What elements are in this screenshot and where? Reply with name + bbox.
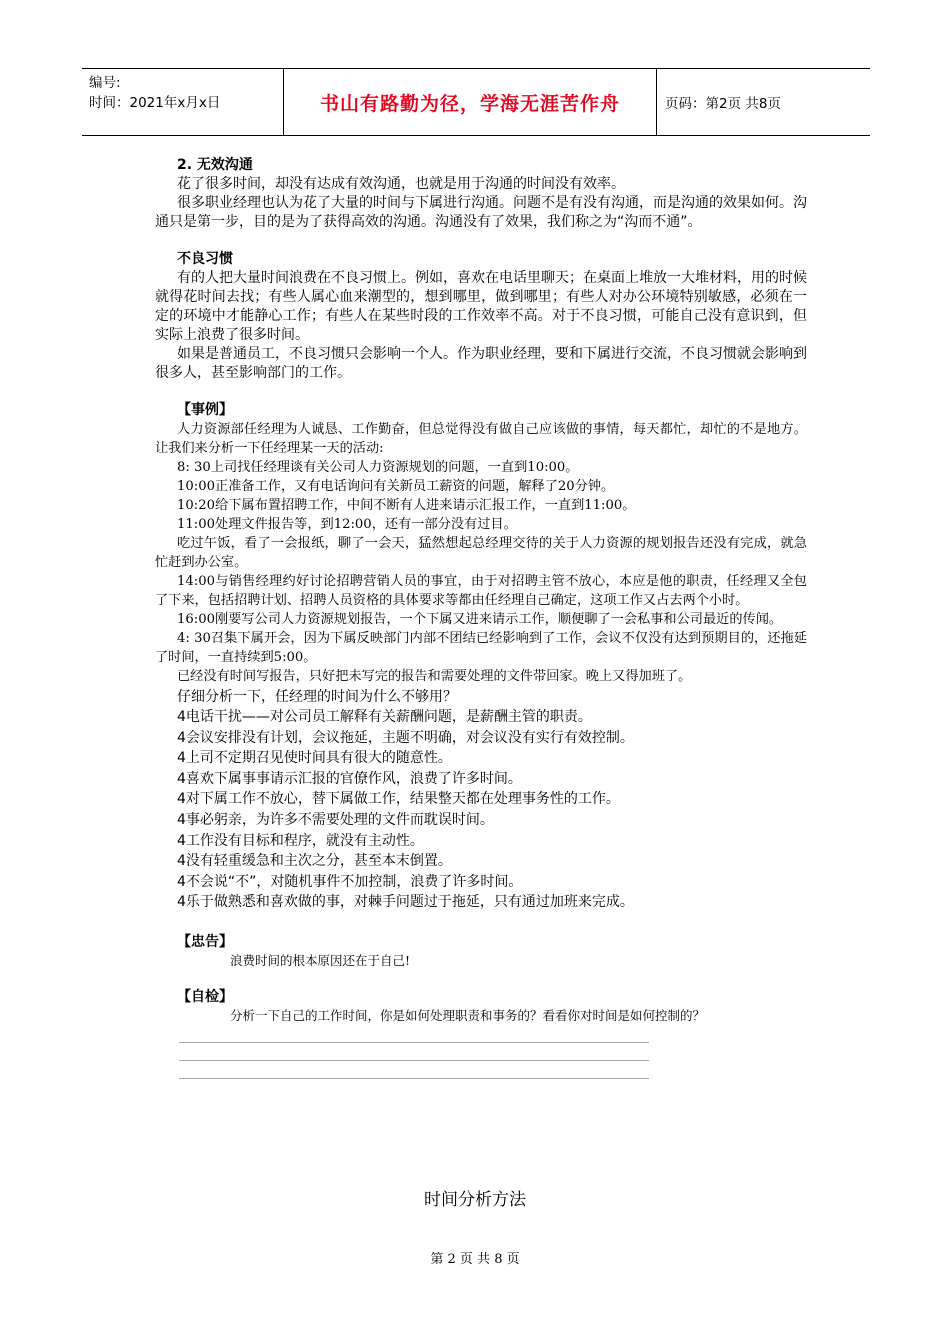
- advice-text: 浪费时间的根本原因还在于自己!: [230, 952, 411, 968]
- list-item: 4工作没有目标和程序，就没有主动性。: [177, 832, 424, 849]
- header-meta: [82, 69, 284, 135]
- header-page-label: 页码：第2页 共8页: [665, 96, 781, 112]
- paragraph: 花了很多时间，却没有达成有效沟通，也就是用于沟通的时间没有效率。: [177, 176, 625, 192]
- list-item: 4没有轻重缓急和主次之分，甚至本末倒置。: [177, 853, 452, 870]
- list-item: 4乐于做熟悉和喜欢做的事，对棘手问题过于拖延，只有通过加班来完成。: [177, 894, 634, 911]
- case-title: 【事例】: [177, 402, 233, 418]
- document-body: [155, 156, 807, 1079]
- list-item: 4不会说“不”，对随机事件不加控制，浪费了许多时间。: [177, 873, 523, 890]
- advice-title: 【忠告】: [177, 933, 233, 950]
- analysis-intro: 仔细分析一下，任经理的时间为什么不够用？: [177, 689, 457, 705]
- answer-line: [179, 1078, 649, 1079]
- case-paragraph: 10:20给下属布置招聘工作，中间不断有人进来请示汇报工作，一直到11:00。: [177, 498, 636, 513]
- paragraph: 有的人把大量时间浪费在不良习惯上。例如，喜欢在电话里聊天；在桌面上堆放一大堆材料，用的时候就得花时间去找；有些人属心血来潮型的，想到哪里，做到哪里；有些人对办公环境特别敏感，必须在一定的环境中才能静心工作；有些人在某些时段的工作效率不高。对于不良习惯，可能自己没有意识到，但实际上浪费了很多时间。: [155, 270, 807, 343]
- paragraph: 如果是普通员工，不良习惯只会影响一个人。作为职业经理，要和下属进行交流，不良习惯就会影响到很多人，甚至影响部门的工作。: [155, 346, 807, 381]
- list-item: 4上司不定期召见使时间具有很大的随意性。: [177, 750, 452, 767]
- case-paragraph: 吃过午饭，看了一会报纸，聊了一会天，猛然想起总经理交待的关于人力资源的规划报告还没有完成，就急忙赶到办公室。: [155, 536, 807, 570]
- list-item: 4对下属工作不放心，替下属做工作，结果整天都在处理事务性的工作。: [177, 791, 620, 808]
- case-paragraph: 14:00与销售经理约好讨论招聘营销人员的事宜，由于对招聘主管不放心，本应是他的职责，任经理又全包了下来，包括招聘计划、招聘人员资格的具体要求等都由任经理自己确定，这项工作又占去两个小时。: [155, 574, 807, 608]
- list-item: 4喜欢下属事事请示汇报的官僚作风，浪费了许多时间。: [177, 770, 522, 787]
- date-label: 时间：2021年x月x日: [89, 95, 221, 111]
- page-header: [82, 68, 870, 136]
- case-paragraph: 10:00正准备工作，又有电话询问有关新员工薪资的问题，解释了20分钟。: [177, 479, 615, 494]
- paragraph: 很多职业经理也认为花了大量的时间与下属进行沟通。问题不是有没有沟通，而是沟通的效果如何。沟通只是第一步，目的是为了获得高效的沟通。沟通没有了效果，我们称之为“沟而不通”。: [155, 195, 807, 230]
- case-paragraph: 已经没有时间写报告，只好把未写完的报告和需要处理的文件带回家。晚上又得加班了。: [177, 669, 692, 684]
- number-label: 编号:: [89, 75, 121, 91]
- header-motto: 书山有路勤为径，学海无涯苦作舟: [284, 69, 657, 135]
- section-title-habits: 不良习惯: [177, 251, 233, 267]
- selfcheck-text: 分析一下自己的工作时间，你是如何处理职责和事务的？看看你对时间是如何控制的？: [230, 1007, 706, 1023]
- next-section-title: 时间分析方法: [424, 1190, 526, 1210]
- case-paragraph: 11:00处理文件报告等，到12:00，还有一部分没有过目。: [177, 517, 517, 532]
- section-title-ineffective: 2. 无效沟通: [177, 157, 253, 173]
- page-number: 第 2 页 共 8 页: [430, 1252, 520, 1267]
- case-paragraph: 人力资源部任经理为人诚恳、工作勤奋，但总觉得没有做自己应该做的事情，每天都忙，却忙的不是地方。让我们来分析一下任经理某一天的活动:: [155, 422, 807, 456]
- list-item: 4会议安排没有计划，会议拖延，主题不明确，对会议没有实行有效控制。: [177, 729, 634, 746]
- answer-line: [179, 1042, 649, 1043]
- answer-line: [179, 1060, 649, 1061]
- case-paragraph: 16:00刚要写公司人力资源规划报告，一个下属又进来请示工作，顺便聊了一会私事和公司最近的传闻。: [177, 612, 783, 627]
- selfcheck-title: 【自检】: [177, 988, 233, 1005]
- case-paragraph: 8: 30上司找任经理谈有关公司人力资源规划的问题，一直到10:00。: [177, 460, 579, 475]
- list-item: 4事必躬亲，为许多不需要处理的文件而耽误时间。: [177, 811, 494, 828]
- case-paragraph: 4: 30召集下属开会，因为下属反映部门内部不团结已经影响到了工作，会议不仅没有达到预期目的，还拖延了时间，一直持续到5:00。: [155, 631, 807, 665]
- list-item: 4电话干扰——对公司员工解释有关薪酬问题，是薪酬主管的职责。: [177, 709, 592, 725]
